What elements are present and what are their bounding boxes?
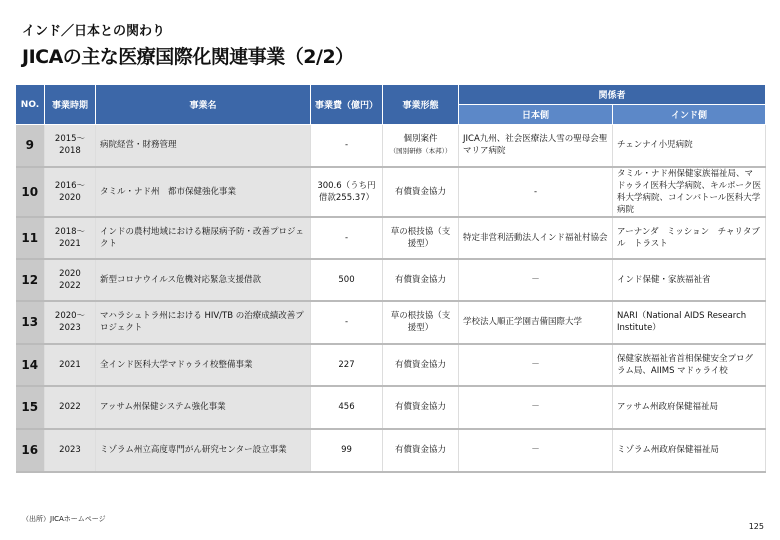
cell-no [16, 344, 45, 386]
form-text: 有償資金協力 [394, 186, 446, 197]
india-text: 保健家族福祉省首相保健安全プログラム局、AIIMS マドゥライ校 [617, 353, 754, 376]
form-text: 有償資金協力 [394, 402, 446, 412]
form-text: 有償資金協力 [394, 445, 446, 455]
cost-text: - [344, 317, 349, 327]
cost-text: 227 [338, 359, 355, 370]
japan-text: JICA九州、社会医療法人雪の聖母会聖マリア病院 [463, 134, 608, 157]
cell-japan [459, 301, 613, 344]
india-text: インド保健・家族福祉省 [617, 274, 711, 285]
cost-text: 99 [341, 445, 352, 455]
cell-cost [311, 386, 383, 429]
cell-form [383, 344, 459, 386]
cell-cost [311, 167, 383, 217]
cell-japan [459, 217, 613, 259]
cell-japan [459, 429, 613, 472]
cell-no [16, 125, 45, 167]
form-text: 有償資金協力 [394, 359, 446, 370]
no-text: 12 [21, 272, 39, 287]
india-text: ミゾラム州政府保健福祉局 [617, 445, 719, 455]
period-text: 2018～2021 [54, 226, 86, 249]
no-text: 10 [21, 184, 39, 199]
india-text: アッサム州政府保健福祉局 [617, 402, 718, 412]
cell-no [16, 217, 45, 259]
no-text: 14 [21, 357, 39, 372]
period-text: 2020～2023 [54, 311, 86, 333]
cell-india [613, 301, 766, 344]
cost-text: - [344, 140, 349, 151]
cell-japan [459, 259, 613, 301]
period-text: 2022 [59, 402, 81, 412]
table-row [16, 429, 766, 472]
table-row [16, 259, 766, 301]
cell-form [383, 386, 459, 429]
name-text: ミゾラム州立高度専門がん研究センター設立事業 [100, 445, 287, 455]
name-text: インドの農村地域における糖尿病予防・改善プロジェクト [100, 226, 304, 249]
japan-text: － [531, 402, 540, 412]
table-row [16, 301, 766, 344]
cell-no [16, 386, 45, 429]
name-text: 全インド医科大学マドゥライ校整備事業 [100, 359, 253, 370]
form-text: 個別案件 [403, 134, 438, 145]
cell-period [45, 125, 96, 167]
page-title: JICAの主な医療国際化関連事業（2/2） [22, 46, 354, 68]
table-row [16, 167, 766, 217]
name-text: アッサム州保健システム強化事業 [100, 402, 226, 412]
cell-name [96, 344, 311, 386]
cell-india [613, 167, 766, 217]
period-text: 2021 [59, 359, 81, 370]
projects-table [15, 84, 766, 473]
period-text: 2023 [59, 445, 81, 455]
cell-name [96, 429, 311, 472]
period-text: 2020 2022 [59, 268, 81, 291]
cell-cost [311, 429, 383, 472]
cell-form [383, 167, 459, 217]
cell-name [96, 217, 311, 259]
cell-japan [459, 125, 613, 167]
subtitle: インド／日本との関わり [22, 24, 166, 39]
cell-india [613, 259, 766, 301]
cell-name [96, 386, 311, 429]
cell-form [383, 125, 459, 167]
cell-period [45, 217, 96, 259]
cell-japan [459, 344, 613, 386]
header-form: 事業形態 [383, 85, 459, 125]
period-text: 2015～2018 [54, 134, 86, 157]
cell-no [16, 301, 45, 344]
cell-india [613, 429, 766, 472]
cost-text: 500 [338, 274, 355, 285]
no-text: 9 [25, 138, 34, 153]
japan-text: 特定非営利活動法人インド福祉村協会 [463, 232, 608, 243]
name-text: 新型コロナウイルス危機対応緊急支援借款 [100, 274, 261, 285]
japan-text: - [533, 186, 538, 197]
india-text: NARI（National AIDS Research Institute） [617, 311, 747, 333]
cell-cost [311, 301, 383, 344]
table-row [16, 344, 766, 386]
india-text: チェンナイ小児病院 [617, 140, 693, 151]
cell-period [45, 429, 96, 472]
cell-name [96, 167, 311, 217]
no-text: 13 [21, 315, 39, 329]
cell-india [613, 217, 766, 259]
cost-text: 456 [338, 402, 355, 412]
cell-india [613, 344, 766, 386]
japan-text: － [531, 274, 540, 285]
header-period: 事業時期 [45, 85, 96, 125]
india-text: アーナンダ ミッション チャリタブル トラスト [617, 226, 760, 249]
name-text: タミル・ナド州 都市保健強化事業 [100, 186, 237, 197]
cell-form [383, 217, 459, 259]
form-text: 草の根技協（支援型） [390, 311, 451, 333]
cell-period [45, 344, 96, 386]
table-row [16, 386, 766, 429]
cell-form [383, 429, 459, 472]
name-text: マハラシュトラ州における HIV/TB の治療成績改善プロジェクト [100, 311, 304, 333]
cell-form [383, 259, 459, 301]
form-note: （国別研修（本邦）） [389, 147, 452, 156]
source-note: （出所）JICAホームページ [22, 515, 106, 523]
cell-period [45, 386, 96, 429]
cell-cost [311, 344, 383, 386]
header-no: NO. [16, 85, 45, 125]
cell-period [45, 167, 96, 217]
cell-no [16, 429, 45, 472]
header-cost: 事業費（億円） [311, 85, 383, 125]
table-row [16, 125, 766, 167]
india-text: タミル・ナド州保健家族福祉局、マドゥライ医科大学病院、キルポーク医科大学病院、コインバトール医科大学病院 [617, 168, 761, 215]
no-text: 15 [21, 400, 39, 414]
form-text: 有償資金協力 [394, 274, 446, 285]
cell-cost [311, 217, 383, 259]
header-india: インド側 [613, 105, 766, 125]
form-text: 草の根技協（支援型） [390, 226, 451, 249]
cell-india [613, 386, 766, 429]
japan-text: － [531, 445, 540, 455]
cell-period [45, 259, 96, 301]
cell-name [96, 125, 311, 167]
cell-name [96, 259, 311, 301]
cell-cost [311, 125, 383, 167]
cell-no [16, 259, 45, 301]
cell-india [613, 125, 766, 167]
cell-cost [311, 259, 383, 301]
cell-japan [459, 167, 613, 217]
cell-no [16, 167, 45, 217]
header-parties: 関係者 [459, 85, 766, 105]
cell-form [383, 301, 459, 344]
period-text: 2016～2020 [54, 180, 86, 203]
cell-japan [459, 386, 613, 429]
japan-text: － [531, 359, 540, 370]
cell-name [96, 301, 311, 344]
no-text: 11 [21, 230, 39, 245]
cell-period [45, 301, 96, 344]
name-text: 病院経営・財務管理 [100, 140, 177, 151]
header-name: 事業名 [96, 85, 311, 125]
table-row [16, 217, 766, 259]
japan-text: 学校法人順正学園吉備国際大学 [463, 317, 583, 327]
page-number: 125 [748, 522, 764, 531]
cost-text: 300.6（うち円借款255.37） [317, 180, 376, 203]
header-japan: 日本側 [459, 105, 613, 125]
cost-text: - [344, 232, 349, 243]
no-text: 16 [21, 443, 39, 457]
